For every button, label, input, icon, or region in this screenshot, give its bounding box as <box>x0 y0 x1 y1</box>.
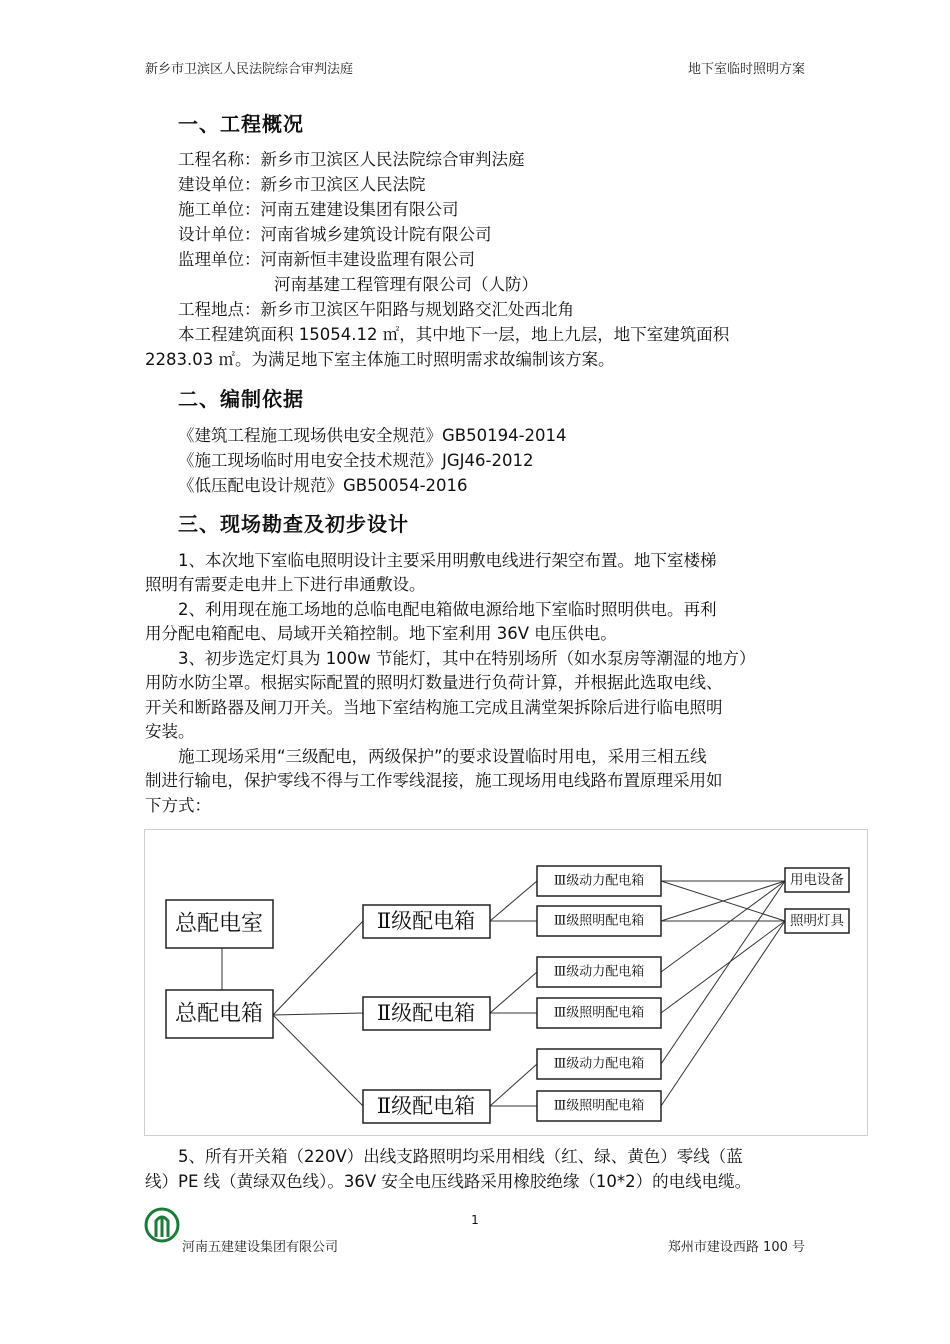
section-3-title: 三、现场勘查及初步设计 <box>178 512 409 536</box>
equipment-label: 用电设备 <box>790 872 844 888</box>
para-4-line-2: 制进行输电，保护零线不得与工作零线混接，施工现场用电线路布置原理采用如 <box>145 771 723 790</box>
standard-2: 《施工现场临时用电安全技术规范》JGJ46-2012 <box>178 451 534 470</box>
section-2-title: 二、编制依据 <box>178 387 304 411</box>
designer-line: 设计单位：河南省城乡建筑设计院有限公司 <box>178 225 492 244</box>
para-3-line-1: 3、初步选定灯具为 100w 节能灯，其中在特别场所（如水泵房等潮湿的地方） <box>178 649 756 668</box>
level2-label-2: Ⅱ级配电箱 <box>376 1001 476 1025</box>
project-name-line: 工程名称：新乡市卫滨区人民法院综合审判法庭 <box>178 150 525 169</box>
company-logo-icon <box>144 1207 180 1243</box>
light-label-2: Ⅲ级照明配电箱 <box>553 1005 645 1021</box>
diagram-boxes <box>166 866 849 1123</box>
para-3-line-3: 开关和断路器及闸刀开关。当地下室结构施工完成且满堂架拆除后进行临电照明 <box>145 698 723 717</box>
header-doc-title: 地下室临时照明方案 <box>687 62 805 77</box>
light-label-3: Ⅲ级照明配电箱 <box>553 1098 645 1114</box>
header-project-title: 新乡市卫滨区人民法院综合审判法庭 <box>145 62 354 77</box>
para-1-line-1: 1、本次地下室临电照明设计主要采用明敷电线进行架空布置。地下室楼梯 <box>178 551 717 570</box>
para-2-line-1: 2、利用现在施工场地的总临电配电箱做电源给地下室临时照明供电。再利 <box>178 600 717 619</box>
supervisor-line-2: 河南基建工程管理有限公司（人防） <box>274 275 538 294</box>
lamps-label: 照明灯具 <box>790 913 844 929</box>
area-line-1: 本工程建筑面积 15054.12 ㎡，其中地下一层，地上九层，地下室建筑面积 <box>178 325 730 344</box>
location-line: 工程地点：新乡市卫滨区午阳路与规划路交汇处西北角 <box>178 300 574 319</box>
para-5-line-2: 线）PE 线（黄绿双色线）。36V 安全电压线路采用橡胶绝缘（10*2）的电线电缆。 <box>145 1172 752 1191</box>
power-label-2: Ⅲ级动力配电箱 <box>553 964 645 980</box>
main-room-label: 总配电室 <box>174 911 264 937</box>
standard-1: 《建筑工程施工现场供电安全规范》GB50194-2014 <box>178 426 567 445</box>
level2-label-3: Ⅱ级配电箱 <box>376 1094 476 1118</box>
para-3-line-4: 安装。 <box>145 722 195 741</box>
para-4-line-3: 下方式： <box>145 796 211 815</box>
supervisor-line: 监理单位：河南新恒丰建设监理有限公司 <box>178 250 475 269</box>
para-1-line-2: 照明有需要走电井上下进行串通敷设。 <box>145 575 426 594</box>
para-3-line-2: 用防水防尘罩。根据实际配置的照明灯数量进行负荷计算，并根据此选取电线、 <box>145 673 723 692</box>
owner-line: 建设单位：新乡市卫滨区人民法院 <box>178 175 426 194</box>
contractor-line: 施工单位：河南五建建设集团有限公司 <box>178 200 459 219</box>
para-2-line-2: 用分配电箱配电、局域开关箱控制。地下室利用 36V 电压供电。 <box>145 624 617 643</box>
para-5-line-1: 5、所有开关箱（220V）出线支路照明均采用相线（红、绿、黄色）零线（蓝 <box>178 1147 743 1166</box>
footer-company: 河南五建建设集团有限公司 <box>182 1240 339 1255</box>
page-number: 1 <box>471 1213 479 1227</box>
para-4-line-1: 施工现场采用“三级配电，两级保护”的要求设置临时用电，采用三相五线 <box>178 747 707 766</box>
level2-label-1: Ⅱ级配电箱 <box>376 909 476 933</box>
main-box-label: 总配电箱 <box>174 1001 264 1027</box>
standard-3: 《低压配电设计规范》GB50054-2016 <box>178 476 468 495</box>
light-label-1: Ⅲ级照明配电箱 <box>553 913 645 929</box>
power-distribution-diagram <box>144 829 868 1136</box>
diagram-connectors <box>222 881 785 1106</box>
area-line-2: 2283.03 ㎡。为满足地下室主体施工时照明需求故编制该方案。 <box>145 350 615 369</box>
diagram-svg <box>145 830 869 1137</box>
section-1-title: 一、工程概况 <box>178 112 304 136</box>
power-label-3: Ⅲ级动力配电箱 <box>553 1056 645 1072</box>
power-label-1: Ⅲ级动力配电箱 <box>553 873 645 889</box>
footer-address: 郑州市建设西路 100 号 <box>667 1240 805 1255</box>
